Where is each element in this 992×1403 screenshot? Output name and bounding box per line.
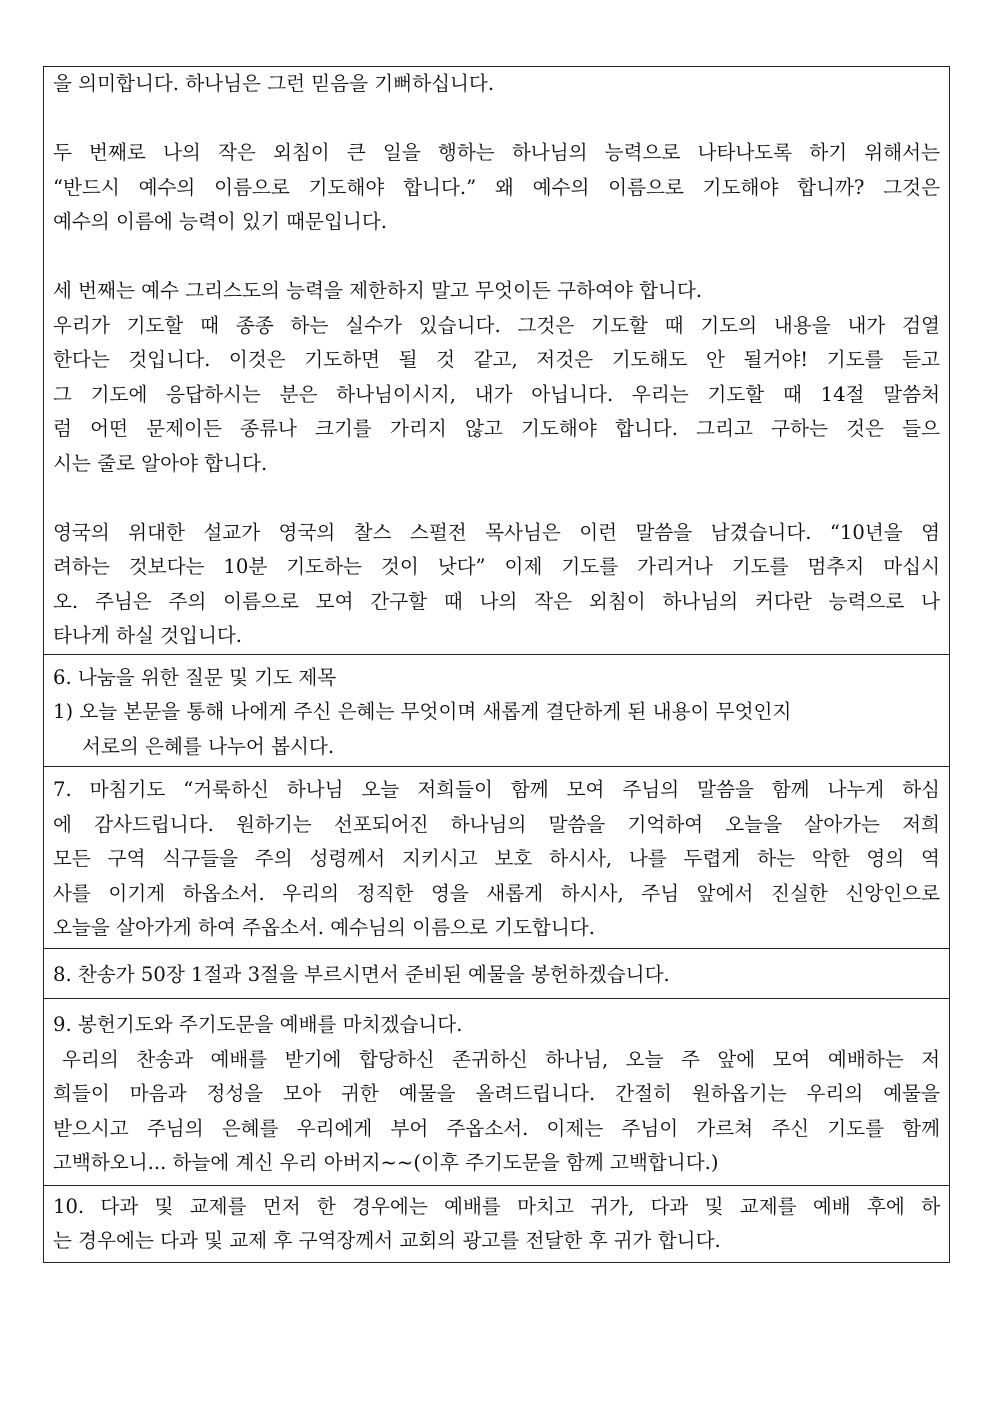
sermon-cell (43, 66, 950, 655)
prayer-line: 모든 구역 식구들을 주의 성령께서 지키시고 보호 하시사, 나를 두렵게 하는 악한 영의 역 (53, 847, 940, 870)
hymn-cell (43, 949, 950, 1000)
sermon-line: “반드시 예수의 이름으로 기도해야 합니다.” 왜 예수의 이름으로 기도해야 합니까? 그것은 (53, 175, 940, 199)
closing-prayer-cell (43, 767, 950, 949)
section-heading: 9. 봉헌기도와 주기도문을 예배를 마치겠습니다. (53, 1013, 463, 1036)
prayer-line: 7. 마침기도 “거룩하신 하나님 오늘 저희들이 함께 모여 주님의 말씀을 함께 나누게 하심 (53, 778, 940, 801)
sermon-line: 을 의미합니다. 하나님은 그런 믿음을 기뻐하십니다. (53, 72, 495, 95)
question-item: 서로의 은혜를 나누어 봅시다. (82, 734, 335, 758)
prayer-line: 받으시고 주님의 은혜를 우리에게 부어 주옵소서. 이제는 주님이 가르쳐 주신 기도를 함께 (53, 1116, 940, 1140)
prayer-line: 오늘을 살아가게 하여 주옵소서. 예수님의 이름으로 기도합니다. (53, 916, 595, 939)
worship-order-table (43, 66, 950, 1263)
sermon-line: 타나게 하실 것입니다. (53, 624, 243, 647)
sermon-line: 영국의 위대한 설교가 영국의 찰스 스펄전 목사님은 이런 말씀을 남겼습니다. “10년을 염 (53, 520, 940, 544)
fellowship-line: 10. 다과 및 교제를 먼저 한 경우에는 예배를 마치고 귀가, 다과 및 교제를 예배 후에 하 (53, 1194, 940, 1218)
paragraph-gap (53, 240, 940, 275)
sermon-line: 예수의 이름에 능력이 있기 때문입니다. (53, 210, 387, 233)
sermon-line: 한다는 것입니다. 이것은 기도하면 될 것 같고, 저것은 기도해도 안 될거야! 기도를 듣고 (53, 348, 940, 371)
sermon-line: 두 번째로 나의 작은 외침이 큰 일을 행하는 하나님의 능력으로 나타나도록 하기 위해서는 (53, 141, 940, 164)
sermon-line: 럼 어떤 문제이든 종류나 크기를 가리지 않고 기도해야 합니다. 그리고 구하는 것은 들으 (53, 417, 940, 440)
prayer-line: 사를 이기게 하옵소서. 우리의 정직한 영을 새롭게 하시사, 주님 앞에서 진실한 신앙인으로 (53, 881, 940, 905)
sermon-line: 그 기도에 응답하시는 분은 하나님이시지, 내가 아닙니다. 우리는 기도할 때 14절 말씀처 (53, 382, 940, 406)
sermon-line: 려하는 것보다는 10분 기도하는 것이 낫다” 이제 기도를 가리거나 기도를 멈추지 마십시 (53, 555, 940, 578)
prayer-line: 희들이 마음과 정성을 모아 귀한 예물을 올려드립니다. 간절히 원하옵기는 우리의 예물을 (53, 1082, 940, 1105)
prayer-line: 에 감사드립니다. 원하기는 선포되어진 하나님의 말씀을 기억하여 오늘을 살아가는 저희 (53, 812, 940, 836)
paragraph-gap (53, 102, 940, 137)
sermon-line: 우리가 기도할 때 종종 하는 실수가 있습니다. 그것은 기도할 때 기도의 내용을 내가 검열 (53, 313, 940, 337)
paragraph-gap (53, 481, 940, 516)
prayer-line: 우리의 찬송과 예배를 받기에 합당하신 존귀하신 하나님, 오늘 주 앞에 모여 예배하는 저 (62, 1047, 940, 1071)
sermon-line: 오. 주님은 주의 이름으로 모여 간구할 때 나의 작은 외침이 하나님의 커다란 능력으로 나 (53, 589, 940, 613)
section-heading: 6. 나눔을 위한 질문 및 기도 제목 (53, 665, 337, 689)
sermon-line: 세 번째는 예수 그리스도의 능력을 제한하지 말고 무엇이든 구하여야 합니다. (53, 279, 703, 302)
fellowship-line: 는 경우에는 다과 및 교제 후 구역장께서 교회의 광고를 전달한 후 귀가 합니다. (53, 1229, 721, 1252)
sharing-questions-cell (43, 655, 950, 768)
question-item: 1) 오늘 본문을 통해 나에게 주신 은혜는 무엇이며 새롭게 결단하게 된 내용이 무엇인지 (53, 700, 792, 723)
offering-prayer-cell (43, 999, 950, 1186)
sermon-line: 시는 줄로 알아야 합니다. (53, 451, 268, 475)
prayer-line: 고백하오니... 하늘에 계신 우리 아버지~~(이후 주기도문을 함께 고백합니다.) (53, 1151, 719, 1174)
fellowship-cell (43, 1186, 950, 1263)
hymn-line: 8. 찬송가 50장 1절과 3절을 부르시면서 준비된 예물을 봉헌하겠습니다. (53, 962, 670, 986)
